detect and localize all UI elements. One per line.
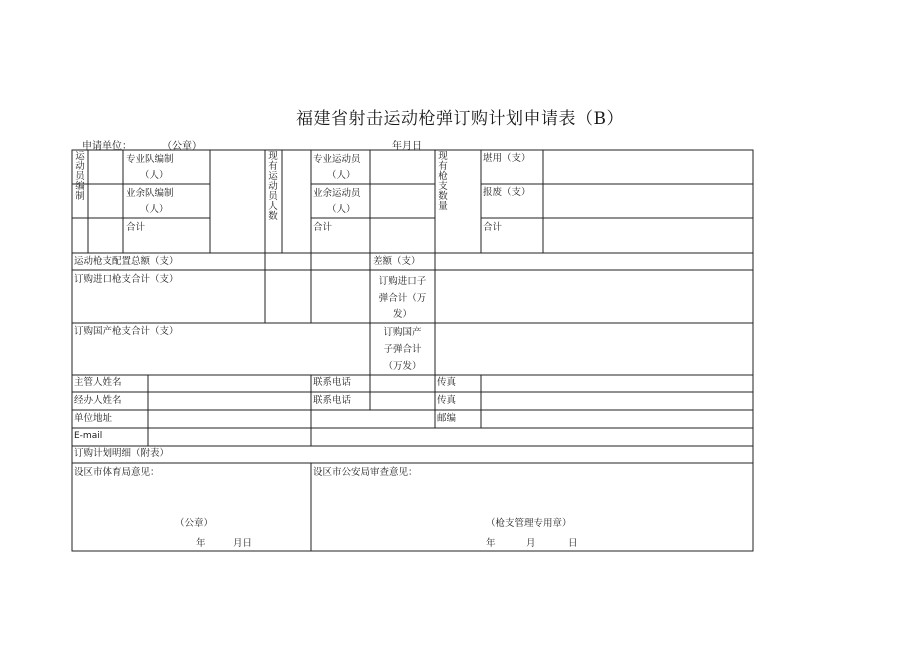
athlete-quota-label: 运动员编制 bbox=[75, 151, 85, 202]
police-day: 日 bbox=[568, 538, 578, 549]
email-label: E-mail bbox=[74, 431, 103, 441]
amateur-athletes-line1: 业余运动员 bbox=[313, 188, 361, 199]
header-date-label: 年月日 bbox=[392, 141, 422, 152]
gun-config-total-label: 运动枪支配置总额（支） bbox=[74, 256, 179, 267]
sports-bureau-year: 年 bbox=[196, 538, 206, 549]
handler-phone-label: 联系电话 bbox=[313, 395, 352, 406]
imported-ammo-line2: 弹合计（万 bbox=[378, 293, 427, 304]
order-detail-label: 订购计划明细（附表） bbox=[74, 448, 170, 459]
imported-guns-label: 订购进口枪支合计（支） bbox=[74, 274, 179, 285]
postcode-label: 邮编 bbox=[437, 413, 457, 424]
domestic-guns-label: 订购国产枪支合计（支） bbox=[74, 326, 179, 337]
page-title: 福建省射击运动枪弹订购计划申请表（B） bbox=[296, 109, 624, 129]
usable-guns-label: 堪用（支） bbox=[483, 153, 531, 164]
address-label: 单位地址 bbox=[74, 413, 113, 424]
supervisor-phone-label: 联系电话 bbox=[313, 377, 352, 388]
domestic-ammo-line1: 订购国产 bbox=[383, 327, 422, 338]
current-athletes-label: 现有运动员人数 bbox=[268, 151, 278, 222]
police-year: 年 bbox=[486, 538, 496, 549]
imported-ammo-line3: 发） bbox=[392, 309, 412, 320]
police-seal-label: （枪支管理专用章） bbox=[486, 518, 572, 529]
pro-team-line2: （人） bbox=[140, 170, 169, 181]
supervisor-fax-label: 传真 bbox=[437, 377, 457, 388]
gun-difference-label: 差额（支） bbox=[373, 256, 421, 267]
current-guns-label: 现有枪支数量 bbox=[438, 151, 448, 212]
domestic-ammo-line2: 子弹合计 bbox=[383, 344, 422, 355]
sports-bureau-opinion-label: 设区市体育局意见： bbox=[74, 467, 160, 478]
police-month: 月 bbox=[526, 538, 536, 549]
sports-bureau-seal-label: （公章） bbox=[175, 518, 214, 529]
guns-subtotal-label: 合计 bbox=[483, 222, 503, 233]
pro-athletes-line1: 专业运动员 bbox=[313, 154, 361, 165]
athletes-subtotal-label: 合计 bbox=[313, 222, 333, 233]
amateur-team-line1: 业余队编制 bbox=[126, 188, 174, 199]
applicant-label: 申请单位： bbox=[82, 141, 132, 152]
sports-bureau-monthday: 月日 bbox=[233, 538, 253, 549]
supervisor-name-label: 主管人姓名 bbox=[74, 377, 122, 388]
header-seal-label: （公章） bbox=[162, 141, 202, 152]
scrapped-guns-label: 报废（支） bbox=[483, 187, 531, 198]
pro-team-line1: 专业队编制 bbox=[126, 154, 174, 165]
pro-athletes-line2: （人） bbox=[327, 170, 356, 181]
amateur-team-line2: （人） bbox=[140, 204, 169, 215]
imported-ammo-line1: 订购进口子 bbox=[378, 276, 427, 287]
domestic-ammo-line3: （万发） bbox=[383, 361, 422, 372]
handler-name-label: 经办人姓名 bbox=[74, 395, 122, 406]
police-opinion-label: 设区市公安局审查意见： bbox=[313, 467, 418, 478]
amateur-athletes-line2: （人） bbox=[327, 204, 356, 215]
personnel-subtotal-label: 合计 bbox=[126, 222, 146, 233]
handler-fax-label: 传真 bbox=[437, 395, 457, 406]
